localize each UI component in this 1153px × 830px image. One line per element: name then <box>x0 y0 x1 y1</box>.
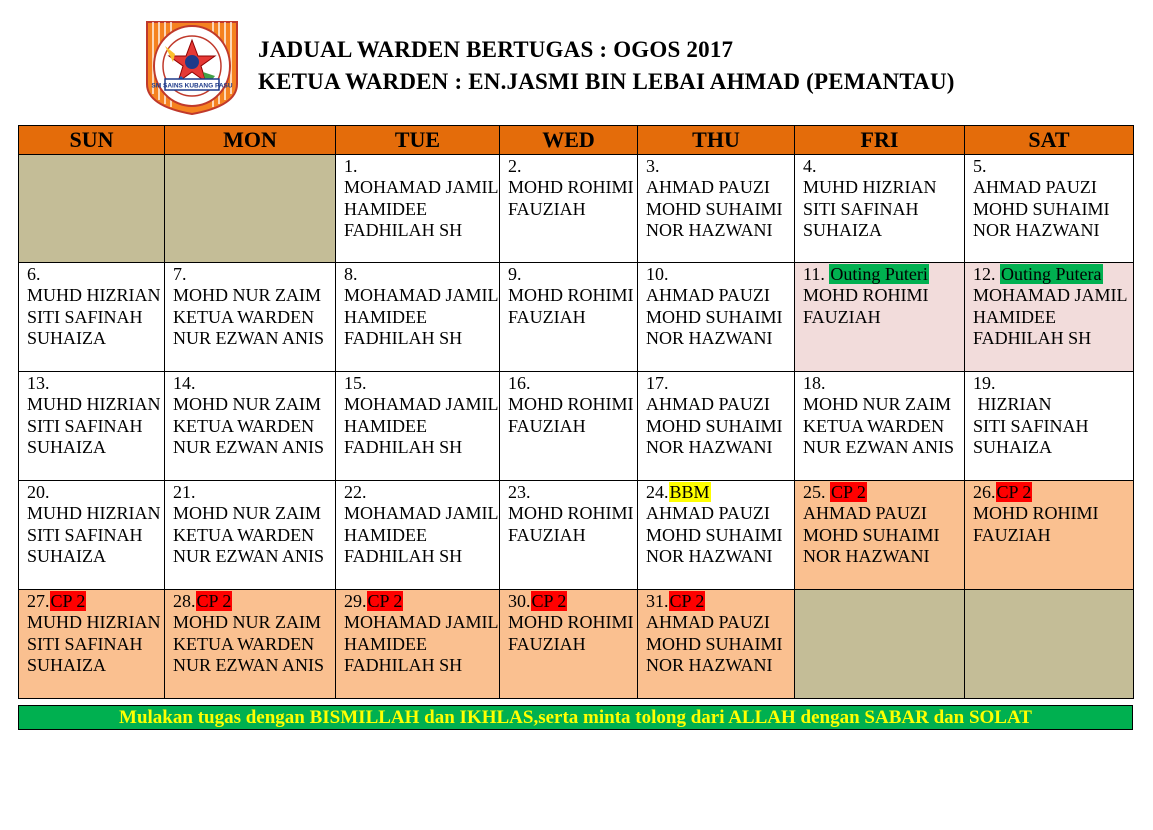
day-cell <box>795 155 965 263</box>
warden-name: AHMAD PAUZI <box>803 503 927 523</box>
day-cell <box>336 590 500 699</box>
title-block <box>258 34 955 98</box>
day-cell <box>336 481 500 590</box>
week-row <box>19 590 1134 699</box>
warden-name: FADHILAH SH <box>973 328 1092 349</box>
day-number: 6. <box>27 264 41 284</box>
warden-name: SITI SAFINAH <box>27 415 143 436</box>
day-number: 14. <box>173 373 196 393</box>
day-cell <box>336 155 500 263</box>
day-cell <box>165 263 336 372</box>
warden-name: AHMAD PAUZI <box>973 177 1097 197</box>
day-cell <box>965 481 1134 590</box>
day-cell <box>19 372 165 481</box>
warden-name: FAUZIAH <box>508 524 586 545</box>
warden-name: MOHD ROHIMI <box>508 285 634 305</box>
day-number: 15. <box>344 373 367 393</box>
warden-name: SITI SAFINAH <box>27 306 143 327</box>
warden-name: MUHD HIZRIAN <box>27 503 161 523</box>
day-number-line <box>27 263 164 285</box>
warden-name: MUHD HIZRIAN <box>803 177 937 197</box>
week-row <box>19 263 1134 372</box>
day-number: 22. <box>344 482 367 502</box>
day-cell <box>965 263 1134 372</box>
warden-name: SITI SAFINAH <box>973 415 1089 436</box>
day-number: 12. <box>973 264 996 284</box>
day-number: 23. <box>508 482 531 502</box>
warden-name: KETUA WARDEN <box>173 306 315 327</box>
day-cell <box>638 263 795 372</box>
day-cell <box>500 372 638 481</box>
day-cell <box>965 155 1134 263</box>
weekday-header: SUN <box>19 126 165 155</box>
day-cell <box>19 590 165 699</box>
event-tag: CP 2 <box>196 591 232 611</box>
warden-name: HAMIDEE <box>973 306 1056 327</box>
warden-name: SITI SAFINAH <box>803 198 919 219</box>
empty-day-cell <box>165 155 336 263</box>
warden-name: NUR EZWAN ANIS <box>173 328 324 349</box>
warden-name: MOHD ROHIMI <box>803 285 929 305</box>
empty-day-cell <box>795 590 965 699</box>
day-number-line <box>508 590 637 612</box>
day-number-line <box>27 590 164 612</box>
event-tag: Outing Putera <box>1001 264 1102 284</box>
warden-name: MOHD SUHAIMI <box>646 524 783 545</box>
warden-name: MOHD NUR ZAIM <box>803 394 951 414</box>
day-number: 19. <box>973 373 996 393</box>
warden-name: MOHAMAD JAMIL <box>344 503 499 523</box>
event-tag: Outing Puteri <box>830 264 928 284</box>
day-cell <box>795 372 965 481</box>
day-number: 29. <box>344 591 367 611</box>
day-number-line <box>344 263 499 285</box>
day-number-line <box>646 263 794 285</box>
day-number: 11. <box>803 264 825 284</box>
event-tag: CP 2 <box>831 482 866 502</box>
warden-name: FAUZIAH <box>803 306 881 327</box>
warden-name: FAUZIAH <box>973 524 1051 545</box>
day-number-line <box>646 372 794 394</box>
day-cell <box>638 155 795 263</box>
warden-name: NOR HAZWANI <box>646 437 773 458</box>
day-number-line <box>508 481 637 503</box>
day-number-line <box>646 481 794 503</box>
warden-name: NOR HAZWANI <box>646 546 773 567</box>
weekday-header: FRI <box>795 126 965 155</box>
warden-name: MOHD SUHAIMI <box>646 633 783 654</box>
day-number-line <box>173 372 335 394</box>
day-cell <box>500 590 638 699</box>
day-number-line <box>803 372 964 394</box>
day-number-line <box>646 155 794 177</box>
warden-name: SUHAIZA <box>973 437 1052 458</box>
day-number-line <box>646 590 794 612</box>
school-crest-logo <box>143 14 241 116</box>
warden-name: SUHAIZA <box>27 328 106 349</box>
day-cell <box>19 263 165 372</box>
event-tag: CP 2 <box>50 591 86 611</box>
warden-name: AHMAD PAUZI <box>646 612 770 632</box>
day-cell <box>500 155 638 263</box>
warden-name: MOHD ROHIMI <box>508 503 634 523</box>
day-number: 20. <box>27 482 50 502</box>
warden-name: MOHD SUHAIMI <box>803 524 940 545</box>
weekday-header: TUE <box>336 126 500 155</box>
warden-name: MOHD SUHAIMI <box>646 306 783 327</box>
day-number: 31. <box>646 591 669 611</box>
warden-name: HAMIDEE <box>344 198 427 219</box>
warden-name: NOR HAZWANI <box>803 546 930 567</box>
warden-name: HAMIDEE <box>344 524 427 545</box>
day-number-line <box>803 263 964 285</box>
warden-name: MUHD HIZRIAN <box>27 394 161 414</box>
warden-name: HAMIDEE <box>344 306 427 327</box>
warden-name: FAUZIAH <box>508 198 586 219</box>
empty-day-cell <box>19 155 165 263</box>
warden-name: SITI SAFINAH <box>27 633 143 654</box>
day-number: 16. <box>508 373 531 393</box>
warden-name: MOHD NUR ZAIM <box>173 285 321 305</box>
day-number-line <box>508 263 637 285</box>
warden-name: HIZRIAN <box>973 394 1052 414</box>
weekday-header: WED <box>500 126 638 155</box>
day-number-line <box>973 155 1133 177</box>
day-number-line <box>173 590 335 612</box>
day-number: 8. <box>344 264 358 284</box>
warden-name: KETUA WARDEN <box>173 524 315 545</box>
weekday-header-row <box>19 126 1134 155</box>
warden-name: MUHD HIZRIAN <box>27 285 161 305</box>
day-number-line <box>508 155 637 177</box>
warden-name: NUR EZWAN ANIS <box>803 437 954 458</box>
warden-name: AHMAD PAUZI <box>646 285 770 305</box>
warden-name: MOHD SUHAIMI <box>646 198 783 219</box>
day-cell <box>795 263 965 372</box>
day-number: 28. <box>173 591 196 611</box>
warden-name: KETUA WARDEN <box>803 415 945 436</box>
warden-name: AHMAD PAUZI <box>646 177 770 197</box>
day-number-line <box>508 372 637 394</box>
weekday-header: MON <box>165 126 336 155</box>
warden-name: FAUZIAH <box>508 415 586 436</box>
day-cell <box>165 590 336 699</box>
day-cell <box>500 263 638 372</box>
warden-name: MOHD NUR ZAIM <box>173 394 321 414</box>
warden-name: MOHD NUR ZAIM <box>173 503 321 523</box>
day-number: 17. <box>646 373 669 393</box>
warden-name: NUR EZWAN ANIS <box>173 655 324 676</box>
day-cell <box>500 481 638 590</box>
warden-name: KETUA WARDEN <box>173 415 315 436</box>
day-number-line <box>344 481 499 503</box>
event-tag: CP 2 <box>531 591 567 611</box>
day-number-line <box>27 372 164 394</box>
day-number: 1. <box>344 156 358 176</box>
warden-name: KETUA WARDEN <box>173 633 315 654</box>
day-number: 3. <box>646 156 660 176</box>
day-number: 13. <box>27 373 50 393</box>
warden-name: SUHAIZA <box>27 546 106 567</box>
day-number-line <box>344 372 499 394</box>
event-tag: CP 2 <box>996 482 1032 502</box>
day-cell <box>19 481 165 590</box>
day-number-line <box>803 481 964 503</box>
warden-name: FADHILAH SH <box>344 546 463 567</box>
day-cell <box>638 590 795 699</box>
week-row <box>19 372 1134 481</box>
warden-name: NOR HAZWANI <box>646 328 773 349</box>
day-number-line <box>973 372 1133 394</box>
day-number: 4. <box>803 156 817 176</box>
day-cell <box>165 372 336 481</box>
warden-name: FAUZIAH <box>508 306 586 327</box>
warden-name: MOHD SUHAIMI <box>973 198 1110 219</box>
day-number: 24. <box>646 482 669 502</box>
warden-name: MOHD ROHIMI <box>973 503 1099 523</box>
day-number: 27. <box>27 591 50 611</box>
warden-name: AHMAD PAUZI <box>646 394 770 414</box>
warden-name: FADHILAH SH <box>344 655 463 676</box>
day-number: 26. <box>973 482 996 502</box>
logo-text: SM SAINS KUBANG PASU <box>151 82 233 90</box>
motivation-footer: Mulakan tugas dengan BISMILLAH dan IKHLAS,serta minta tolong dari ALLAH dengan SABAR dan SOLAT <box>18 705 1133 730</box>
warden-name: SUHAIZA <box>27 437 106 458</box>
warden-name: SITI SAFINAH <box>27 524 143 545</box>
weekday-header: SAT <box>965 126 1134 155</box>
day-cell <box>795 481 965 590</box>
day-number: 21. <box>173 482 196 502</box>
day-number-line <box>973 263 1133 285</box>
day-cell <box>165 481 336 590</box>
page-subtitle: KETUA WARDEN : EN.JASMI BIN LEBAI AHMAD (PEMANTAU) <box>258 69 955 94</box>
warden-name: MOHAMAD JAMIL <box>344 612 499 632</box>
warden-name: MOHAMAD JAMIL <box>344 394 499 414</box>
warden-name: MOHAMAD JAMIL <box>973 285 1128 305</box>
warden-name: NUR EZWAN ANIS <box>173 437 324 458</box>
day-number: 18. <box>803 373 826 393</box>
warden-name: SUHAIZA <box>27 655 106 676</box>
warden-name: MOHD ROHIMI <box>508 612 634 632</box>
day-cell <box>638 372 795 481</box>
warden-name: AHMAD PAUZI <box>646 503 770 523</box>
duty-calendar <box>18 125 1134 699</box>
event-tag: CP 2 <box>669 591 705 611</box>
day-number: 5. <box>973 156 987 176</box>
warden-name: NUR EZWAN ANIS <box>173 546 324 567</box>
day-number: 2. <box>508 156 522 176</box>
day-number: 7. <box>173 264 187 284</box>
day-number-line <box>973 481 1133 503</box>
day-number-line <box>173 263 335 285</box>
empty-day-cell <box>965 590 1134 699</box>
page-title: JADUAL WARDEN BERTUGAS : OGOS 2017 <box>258 37 734 62</box>
warden-name: MUHD HIZRIAN <box>27 612 161 632</box>
day-cell <box>965 372 1134 481</box>
event-tag: CP 2 <box>367 591 403 611</box>
day-number-line <box>344 590 499 612</box>
week-row <box>19 481 1134 590</box>
warden-name: FADHILAH SH <box>344 220 463 241</box>
day-number: 9. <box>508 264 522 284</box>
warden-name: HAMIDEE <box>344 633 427 654</box>
warden-name: FADHILAH SH <box>344 437 463 458</box>
warden-name: HAMIDEE <box>344 415 427 436</box>
day-number: 10. <box>646 264 669 284</box>
event-tag: BBM <box>669 482 710 502</box>
day-cell <box>638 481 795 590</box>
day-cell <box>336 372 500 481</box>
day-number-line <box>344 155 499 177</box>
warden-name: MOHAMAD JAMIL <box>344 285 499 305</box>
day-cell <box>336 263 500 372</box>
day-number-line <box>173 481 335 503</box>
warden-name: MOHD ROHIMI <box>508 394 634 414</box>
warden-name: NOR HAZWANI <box>646 220 773 241</box>
warden-name: MOHD NUR ZAIM <box>173 612 321 632</box>
warden-name: NOR HAZWANI <box>973 220 1100 241</box>
weekday-header: THU <box>638 126 795 155</box>
warden-name: SUHAIZA <box>803 220 882 241</box>
warden-name: MOHD SUHAIMI <box>646 415 783 436</box>
day-number: 30. <box>508 591 531 611</box>
warden-name: MOHD ROHIMI <box>508 177 634 197</box>
warden-name: FADHILAH SH <box>344 328 463 349</box>
day-number-line <box>803 155 964 177</box>
warden-name: FAUZIAH <box>508 633 586 654</box>
day-number-line <box>27 481 164 503</box>
warden-name: NOR HAZWANI <box>646 655 773 676</box>
week-row <box>19 155 1134 263</box>
warden-name: MOHAMAD JAMIL <box>344 177 499 197</box>
day-number: 25. <box>803 482 826 502</box>
